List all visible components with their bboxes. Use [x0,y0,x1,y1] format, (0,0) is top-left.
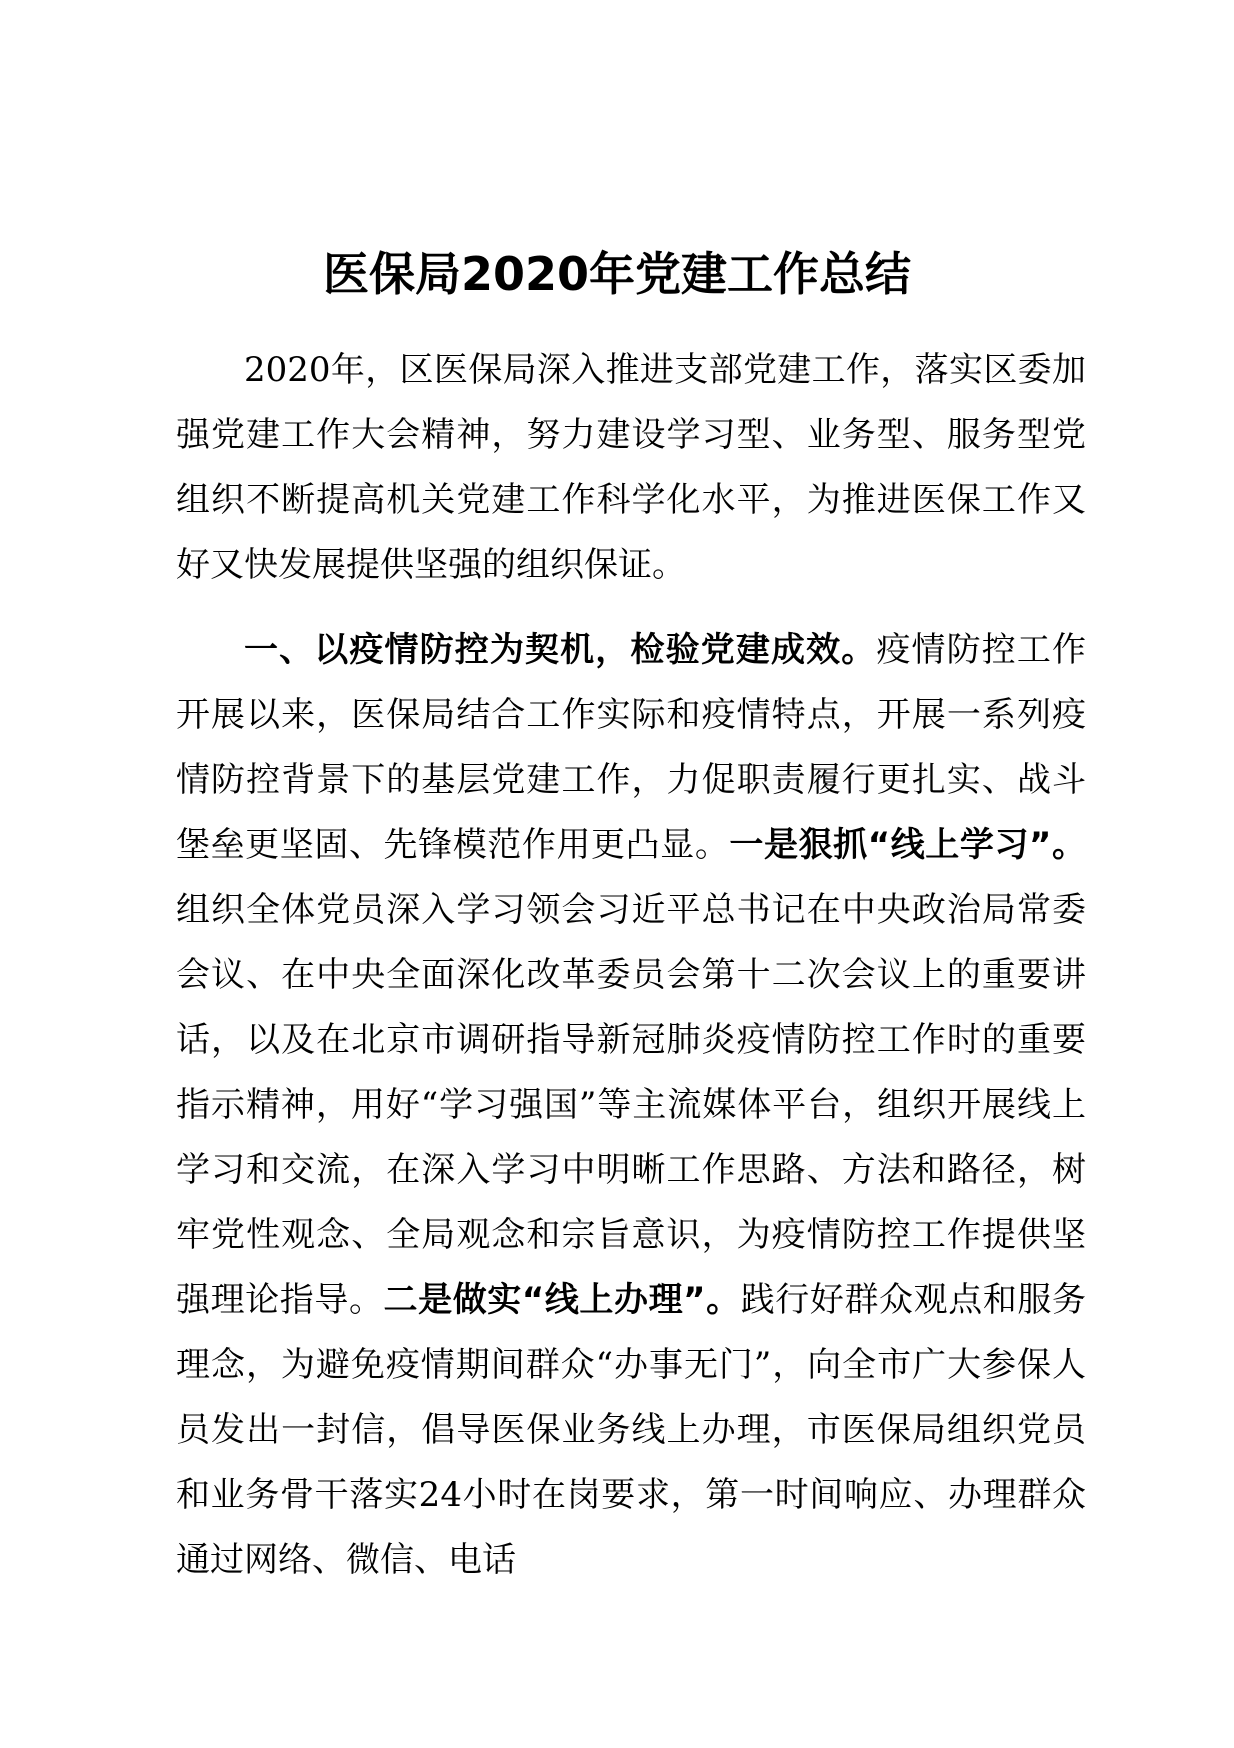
document-title: 医保局2020年党建工作总结 [322,247,912,301]
point-two-heading: 二是做实“线上办理”。 [383,1280,741,1320]
paragraph-intro: 2020年，区医保局深入推进支部党建工作，落实区委加强党建工作大会精神，努力建设学习型、业务型、服务型党组织不断提高机关党建工作科学化水平，为推进医保工作又好又快发展提供坚强的组织保证。 [176,350,1086,585]
document-body [176,338,1086,1593]
section-text-a: 疫情防控工作开展以来，医保局结合工作实际和疫情特点，开展一系列疫情防控背景下的基层党建工作，力促职责履行更扎实、战斗堡垒更坚固、先锋模范作用更凸显。 [176,630,1087,865]
section-text-b: 组织全体党员深入学习领会习近平总书记在中央政治局常委会议、在中央全面深化改革委员会第十二次会议上的重要讲话，以及在北京市调研指导新冠肺炎疫情防控工作时的重要指示精神，用好“学习强国”等主流媒体平台，组织开展线上学习和交流，在深入学习中明晰工作思路、方法和路径，树牢党性观念、全局观念和宗旨意识，为疫情防控工作提供坚强理论指导。 [176,890,1086,1320]
point-one-heading: 一是狠抓“线上学习”。 [729,825,1086,865]
section-text-c: 践行好群众观点和服务理念，为避免疫情期间群众“办事无门”，向全市广大参保人员发出一封信，倡导医保业务线上办理，市医保局组织党员和业务骨干落实24小时在岗要求，第一时间响应、办理群众通过网络、微信、电话 [176,1280,1086,1580]
paragraph-section-one [176,618,1086,1593]
section-heading: 一、以疫情防控为契机，检验党建成效。 [244,630,877,670]
